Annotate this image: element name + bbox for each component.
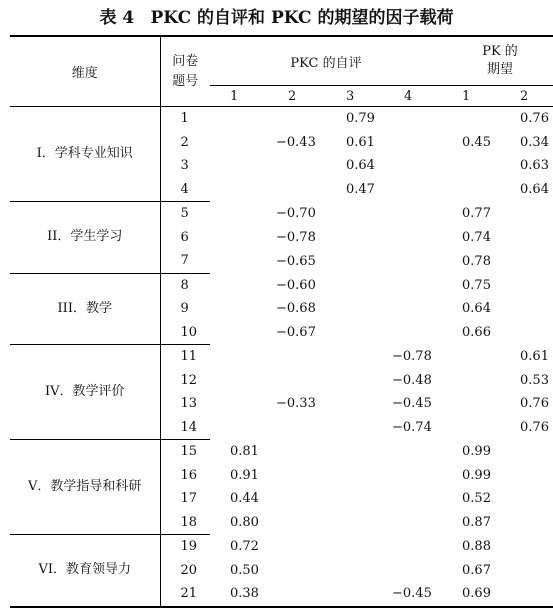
table-row	[10, 107, 553, 131]
question-number: 5	[160, 202, 210, 226]
subheader-col-6: 2	[520, 88, 529, 104]
loading-cell	[326, 345, 384, 369]
loading-cell	[384, 464, 442, 488]
question-number: 6	[160, 226, 210, 250]
loading-cell	[442, 107, 500, 131]
loading-cell	[384, 131, 442, 155]
table-row	[10, 345, 553, 369]
loading-cell	[268, 178, 326, 202]
loading-cell: 0.91	[230, 467, 259, 483]
question-number: 17	[160, 487, 210, 511]
loading-cell	[500, 273, 553, 297]
question-number: 4	[160, 178, 210, 202]
loading-cell	[210, 345, 268, 369]
dimension-label: II．学生学习	[10, 202, 160, 274]
loading-cell	[384, 321, 442, 345]
loading-cell: 0.34	[520, 134, 549, 150]
table-row	[10, 202, 553, 226]
header-dimension: 维度	[10, 36, 160, 107]
loading-cell: −0.45	[392, 396, 432, 412]
dimension-label: V．教学指导和科研	[10, 440, 160, 535]
question-number: 20	[160, 559, 210, 583]
loading-cell	[268, 535, 326, 559]
loading-cell: 0.79	[326, 107, 384, 131]
loading-cell: 0.76	[520, 396, 549, 412]
question-number: 11	[160, 345, 210, 369]
loading-cell: 0.63	[520, 158, 549, 174]
loading-cell	[384, 535, 442, 559]
question-number: 19	[160, 535, 210, 559]
header-question-number: 问卷 题号	[160, 36, 210, 107]
loading-cell	[268, 464, 326, 488]
loading-cell	[268, 416, 326, 440]
dimension-label: III．教学	[10, 273, 160, 345]
loading-cell: 0.99	[462, 467, 491, 483]
loading-cell: 0.64	[520, 182, 549, 197]
loading-cell	[210, 249, 268, 273]
subheader-col-3: 3	[346, 88, 355, 104]
loading-cell	[268, 154, 326, 178]
loading-cell: 0.44	[230, 491, 259, 507]
loading-cell: 0.78	[462, 253, 491, 269]
loading-cell: 0.75	[462, 277, 491, 293]
question-number: 10	[160, 321, 210, 345]
loading-cell	[442, 345, 500, 369]
question-number: 1	[160, 107, 210, 131]
table-row	[10, 273, 553, 297]
question-number: 8	[160, 273, 210, 297]
loading-cell: 0.50	[230, 562, 259, 578]
loading-cell	[210, 392, 268, 416]
loading-cell	[384, 226, 442, 250]
table-body	[10, 107, 553, 607]
dimension-label: VI．教育领导力	[10, 535, 160, 607]
loading-cell: 0.52	[462, 491, 491, 507]
question-number: 21	[160, 582, 210, 607]
loading-cell	[210, 178, 268, 202]
subheader-col-4: 4	[404, 88, 413, 104]
loading-cell: 0.74	[462, 229, 491, 245]
loading-cell	[326, 202, 384, 226]
question-number: 3	[160, 154, 210, 178]
loading-cell: 0.66	[462, 325, 491, 340]
loading-cell	[384, 559, 442, 583]
loading-cell	[210, 202, 268, 226]
loading-cell	[210, 131, 268, 155]
loading-cell: −0.33	[276, 396, 316, 412]
question-number: 15	[160, 440, 210, 464]
loading-cell: 0.88	[462, 539, 491, 554]
loading-cell	[268, 487, 326, 511]
loading-cell: −0.65	[276, 253, 316, 269]
loading-cell	[268, 559, 326, 583]
loading-cell	[442, 369, 500, 393]
loading-cell	[500, 535, 553, 559]
subheader-col-1: 1	[230, 88, 239, 104]
loading-cell: −0.70	[276, 206, 316, 221]
loading-cell	[500, 226, 553, 250]
question-number: 13	[160, 392, 210, 416]
loading-cell: −0.45	[384, 582, 442, 607]
loading-cell: 0.64	[462, 301, 491, 317]
loading-cell	[326, 297, 384, 321]
loading-cell: −0.67	[276, 325, 316, 340]
dimension-label: IV．教学评价	[10, 345, 160, 440]
loading-cell	[326, 226, 384, 250]
loading-cell: 0.69	[442, 582, 500, 607]
loading-cell	[500, 559, 553, 583]
loading-cell: 0.67	[462, 562, 491, 578]
loading-cell	[326, 440, 384, 464]
loading-cell: −0.48	[392, 372, 432, 388]
loading-cell: 0.61	[520, 349, 549, 364]
loading-cell	[384, 273, 442, 297]
loading-cell: 0.80	[230, 515, 259, 530]
loading-cell	[384, 178, 442, 202]
question-number: 18	[160, 511, 210, 535]
loading-cell	[210, 107, 268, 131]
loading-cell: −0.78	[392, 349, 432, 364]
loading-cell	[384, 511, 442, 535]
loading-cell	[384, 440, 442, 464]
loading-cell: 0.72	[230, 539, 259, 554]
loading-cell: 0.76	[500, 107, 553, 131]
loading-cell	[326, 535, 384, 559]
loading-cell	[268, 511, 326, 535]
loading-cell	[384, 487, 442, 511]
loading-cell	[210, 416, 268, 440]
dimension-label: I．学科专业知识	[10, 107, 160, 202]
loading-cell: 0.64	[346, 158, 375, 174]
question-number: 14	[160, 416, 210, 440]
loading-cell	[384, 249, 442, 273]
question-number: 9	[160, 297, 210, 321]
loading-cell	[500, 440, 553, 464]
table-number: 表 4	[99, 8, 135, 28]
loading-cell	[442, 154, 500, 178]
header-pkc-self: PKC 的自评	[210, 36, 442, 86]
loading-cell	[326, 464, 384, 488]
loading-cell	[384, 154, 442, 178]
loading-cell: −0.60	[276, 277, 316, 293]
loading-cell: −0.43	[276, 134, 316, 150]
loading-cell	[442, 178, 500, 202]
loading-cell	[210, 273, 268, 297]
loading-cell	[500, 487, 553, 511]
question-number: 12	[160, 369, 210, 393]
table-row	[10, 535, 553, 559]
loading-cell	[268, 369, 326, 393]
question-number: 16	[160, 464, 210, 488]
loading-cell: 0.61	[346, 134, 375, 150]
loading-cell	[210, 369, 268, 393]
loading-cell	[500, 297, 553, 321]
loading-cell	[210, 226, 268, 250]
table-caption	[0, 6, 553, 30]
loading-cell: 0.53	[520, 372, 549, 388]
loading-cell	[500, 321, 553, 345]
loading-cell: 0.81	[230, 444, 259, 459]
loading-cell	[210, 297, 268, 321]
loading-cell	[326, 369, 384, 393]
loading-cell	[326, 249, 384, 273]
loading-cell	[268, 345, 326, 369]
loading-cell	[326, 559, 384, 583]
loading-cell: 0.77	[462, 206, 491, 221]
loading-cell	[268, 107, 326, 131]
loading-cell	[500, 202, 553, 226]
loading-cell	[384, 202, 442, 226]
loading-cell: 0.45	[462, 134, 491, 150]
loading-cell: 0.76	[520, 420, 549, 435]
loading-cell: 0.87	[462, 515, 491, 530]
loading-cell	[268, 440, 326, 464]
loading-cell: −0.68	[276, 301, 316, 317]
loading-cell	[326, 321, 384, 345]
loading-cell	[210, 321, 268, 345]
subheader-col-2: 2	[288, 88, 297, 104]
loading-cell	[384, 297, 442, 321]
loading-cell	[500, 511, 553, 535]
table-title: PKC 的自评和 PKC 的期望的因子载荷	[150, 8, 454, 28]
loading-cell	[500, 249, 553, 273]
subheader-col-5: 1	[462, 88, 471, 104]
loading-cell	[326, 416, 384, 440]
loading-cell: −0.74	[392, 420, 432, 435]
loading-cell	[210, 154, 268, 178]
loading-cell	[326, 487, 384, 511]
loading-cell: −0.78	[276, 229, 316, 245]
header-pk-expectation: PK 的 期望	[442, 36, 553, 86]
loading-cell	[326, 511, 384, 535]
factor-loading-table	[10, 35, 553, 608]
loading-cell: 0.38	[210, 582, 268, 607]
loading-cell	[442, 416, 500, 440]
loading-cell: 0.47	[346, 182, 375, 197]
loading-cell	[326, 392, 384, 416]
loading-cell	[326, 273, 384, 297]
table-row	[10, 440, 553, 464]
loading-cell: 0.99	[462, 444, 491, 459]
question-number: 7	[160, 249, 210, 273]
loading-cell	[442, 392, 500, 416]
question-number: 2	[160, 131, 210, 155]
loading-cell	[500, 464, 553, 488]
loading-cell	[384, 107, 442, 131]
